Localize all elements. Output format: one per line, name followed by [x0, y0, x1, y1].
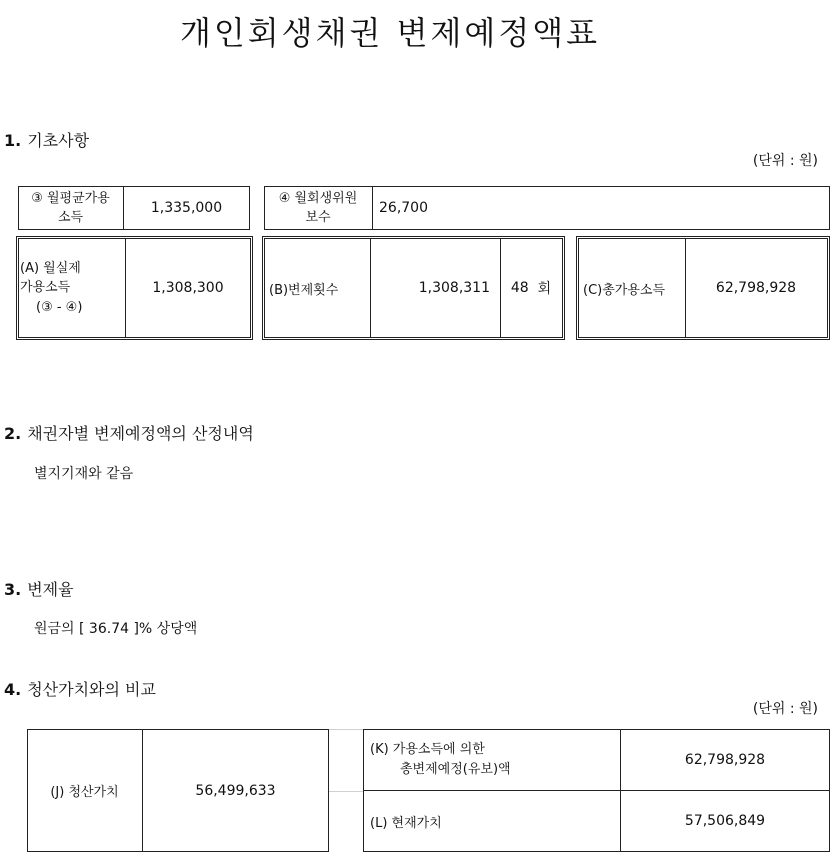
connector-line	[329, 791, 363, 792]
present-value-label: (L) 현재가치	[370, 815, 442, 831]
section-4-number: 4.	[4, 680, 22, 699]
section-1-number: 1.	[4, 131, 22, 150]
section-1-heading	[4, 128, 89, 151]
reserved-repayment-value: 62,798,928	[684, 751, 766, 768]
section-3-number: 3.	[4, 580, 22, 599]
trustee-fee-label-line1: ④ 월회생위원	[278, 190, 358, 206]
trustee-fee-label	[264, 186, 372, 230]
section-4-title: 청산가치와의 비교	[27, 680, 156, 699]
section-2-title: 채권자별 변제예정액의 산정내역	[27, 424, 254, 443]
section-1-title: 기초사항	[27, 131, 90, 150]
avg-income-value: 1,335,000	[150, 200, 223, 216]
repayment-count-unit: 회	[537, 281, 552, 297]
actual-income-label-line3: (③ - ④)	[36, 299, 83, 315]
trustee-fee-value: 26,700	[379, 200, 428, 216]
reserved-repayment-label-line1: (K) 가용소득에 의한	[370, 742, 485, 757]
page-title: 개인회생채권 변제예정액표	[179, 14, 601, 52]
section-4-heading	[4, 677, 156, 700]
total-income-label: (C)총가용소득	[583, 282, 666, 298]
actual-income-value: 1,308,300	[152, 280, 224, 296]
present-value-value: 57,506,849	[684, 813, 766, 829]
reserved-repayment-label	[370, 729, 620, 790]
repayment-count-value: 48	[510, 280, 529, 296]
reserved-repayment-label-line2: 총변제예정(유보)액	[400, 761, 511, 777]
liquidation-value-label: (J) 청산가치	[50, 785, 119, 800]
section-2-heading	[4, 421, 254, 444]
section-3-title: 변제율	[27, 580, 74, 599]
actual-income-label	[20, 236, 125, 340]
section-3-text: 원금의 [ 36.74 ]% 상당액	[34, 621, 198, 637]
repayment-count-cell	[500, 236, 562, 340]
section-1-unit: (단위 : 원)	[752, 153, 818, 169]
section-2-number: 2.	[4, 424, 22, 443]
repayment-count-label: (B)변제횟수	[269, 282, 339, 298]
avg-income-label-line1: ③ 월평균가용	[31, 190, 110, 206]
section-2-text: 별지기재와 같음	[34, 466, 134, 482]
section-4-unit: (단위 : 원)	[752, 701, 818, 717]
actual-income-label-line1: (A) 월실제	[20, 260, 81, 276]
trustee-fee-label-line2: 보수	[305, 210, 331, 225]
avg-income-label	[18, 186, 123, 230]
liquidation-value-value: 56,499,633	[195, 782, 276, 799]
connector-top-line	[329, 729, 363, 730]
actual-income-label-line2: 가용소득	[20, 280, 71, 296]
section-3-heading	[4, 577, 74, 600]
avg-income-label-line2: 소득	[57, 210, 84, 225]
total-income-value: 62,798,928	[715, 280, 797, 296]
repayment-amount-value: 1,308,311	[418, 280, 490, 296]
